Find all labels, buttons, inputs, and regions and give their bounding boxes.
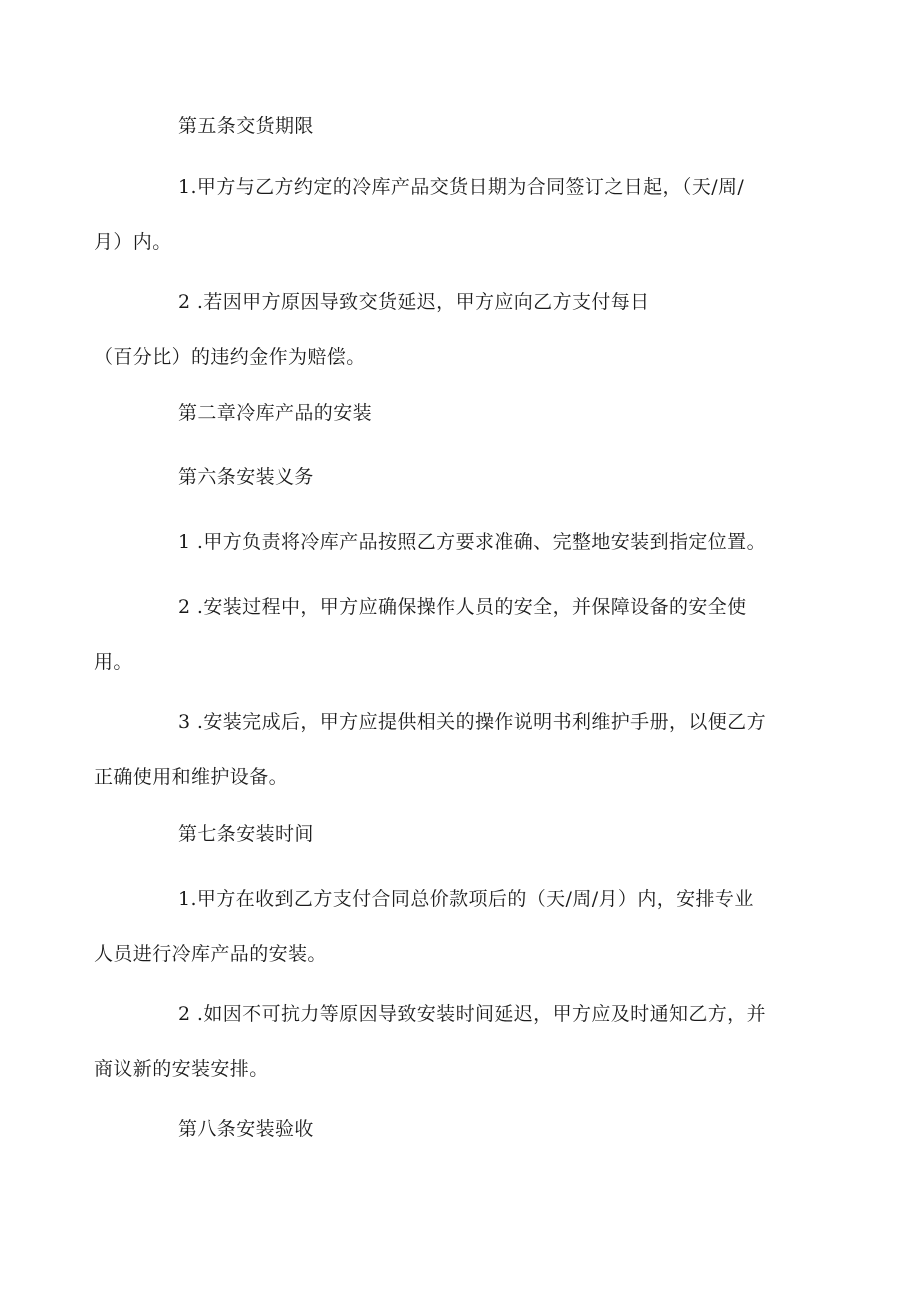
article-6-item-1 bbox=[136, 515, 792, 570]
article-5-item-2-line-1: 2 .若因甲方原因导致交货延迟，甲方应向乙方支付每日 bbox=[178, 291, 650, 313]
article-7-item-1 bbox=[94, 872, 792, 982]
article-6-item-2-line-2: 用。 bbox=[94, 651, 133, 673]
article-5-heading: 第五条交货期限 bbox=[178, 115, 314, 137]
article-7-item-2 bbox=[94, 987, 792, 1097]
article-7-item-1-line-2: 人员进行冷库产品的安装。 bbox=[94, 943, 327, 965]
article-6-item-2-line-1: 2 .安装过程中，甲方应确保操作人员的安全，并保障设备的安全使 bbox=[178, 596, 747, 618]
article-6-item-3 bbox=[94, 695, 792, 805]
article-8-heading: 第八条安装验收 bbox=[178, 1118, 314, 1140]
article-5-item-1-line-1: 1.甲方与乙方约定的冷库产品交货日期为合同签订之日起，（天/周/ bbox=[178, 176, 745, 198]
article-5-item-1-line-2: 月）内。 bbox=[94, 231, 172, 253]
article-6-heading: 第六条安装义务 bbox=[178, 466, 314, 488]
article-7-heading: 第七条安装时间 bbox=[178, 823, 314, 845]
article-6-item-3-line-2: 正确使用和维护设备。 bbox=[94, 766, 289, 788]
article-7-item-2-line-2: 商议新的安装安排。 bbox=[94, 1058, 269, 1080]
article-6-item-3-line-1: 3 .安装完成后，甲方应提供相关的操作说明书利维护手册，以便乙方 bbox=[178, 711, 766, 733]
article-5-item-2 bbox=[94, 275, 792, 385]
article-6-item-1-line-1: 1 .甲方负责将冷库产品按照乙方要求准确、完整地安装到指定位置。 bbox=[178, 531, 766, 553]
article-7-item-2-line-1: 2 .如因不可抗力等原因导致安装时间延迟，甲方应及时通知乙方，并 bbox=[178, 1003, 766, 1025]
article-5-item-2-line-2: （百分比）的违约金作为赔偿。 bbox=[94, 346, 366, 368]
article-5-item-1 bbox=[94, 160, 792, 270]
article-6-item-2 bbox=[94, 580, 792, 690]
article-7-item-1-line-1: 1.甲方在收到乙方支付合同总价款项后的（天/周/月）内，安排专业 bbox=[178, 888, 754, 910]
chapter-2-heading: 第二章冷库产品的安装 bbox=[178, 402, 373, 424]
